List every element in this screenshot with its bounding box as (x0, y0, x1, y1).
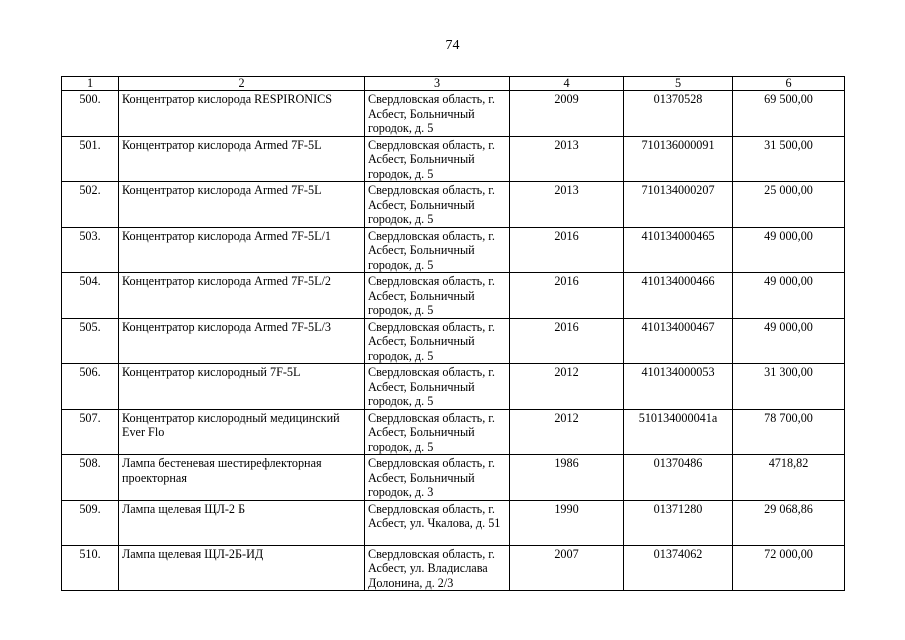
item-address: Свердловская область, г. Асбест, Больничный городок, д. 5 (365, 182, 510, 228)
item-year: 2007 (510, 545, 624, 591)
item-name: Концентратор кислорода Armed 7F-5L (119, 182, 365, 228)
inventory-number: 510134000041а (624, 409, 733, 455)
inventory-number: 710134000207 (624, 182, 733, 228)
item-address: Свердловская область, г. Асбест, Больничный городок, д. 5 (365, 409, 510, 455)
item-name: Концентратор кислорода Armed 7F-5L (119, 136, 365, 182)
row-number: 500. (62, 91, 119, 137)
row-number: 502. (62, 182, 119, 228)
item-name: Лампа бестеневая шестирефлекторная проекторная (119, 455, 365, 501)
row-number: 504. (62, 273, 119, 319)
row-number: 503. (62, 227, 119, 273)
item-year: 2009 (510, 91, 624, 137)
item-address: Свердловская область, г. Асбест, Больничный городок, д. 5 (365, 318, 510, 364)
row-number: 507. (62, 409, 119, 455)
item-cost: 29 068,86 (733, 500, 845, 545)
inventory-number: 410134000466 (624, 273, 733, 319)
item-year: 1986 (510, 455, 624, 501)
table-row (62, 227, 845, 273)
inventory-number: 410134000465 (624, 227, 733, 273)
item-address: Свердловская область, г. Асбест, Больничный городок, д. 5 (365, 273, 510, 319)
item-cost: 49 000,00 (733, 318, 845, 364)
item-cost: 4718,82 (733, 455, 845, 501)
item-address: Свердловская область, г. Асбест, ул. Владислава Долонина, д. 2/3 (365, 545, 510, 591)
item-cost: 49 000,00 (733, 273, 845, 319)
item-address: Свердловская область, г. Асбест, Больничный городок, д. 3 (365, 455, 510, 501)
item-cost: 25 000,00 (733, 182, 845, 228)
inventory-number: 01374062 (624, 545, 733, 591)
row-number: 508. (62, 455, 119, 501)
item-cost: 72 000,00 (733, 545, 845, 591)
item-name: Лампа щелевая ЩЛ-2Б-ИД (119, 545, 365, 591)
item-address: Свердловская область, г. Асбест, ул. Чкалова, д. 51 (365, 500, 510, 545)
item-cost: 31 300,00 (733, 364, 845, 410)
item-year: 2013 (510, 136, 624, 182)
item-year: 1990 (510, 500, 624, 545)
table-row (62, 182, 845, 228)
table-row (62, 318, 845, 364)
table-row (62, 91, 845, 137)
inventory-number: 710136000091 (624, 136, 733, 182)
column-header: 2 (119, 77, 365, 91)
item-address: Свердловская область, г. Асбест, Больничный городок, д. 5 (365, 227, 510, 273)
item-name: Концентратор кислорода RESPIRONICS (119, 91, 365, 137)
column-header: 4 (510, 77, 624, 91)
inventory-number: 410134000467 (624, 318, 733, 364)
table-row (62, 409, 845, 455)
item-name: Лампа щелевая ЩЛ-2 Б (119, 500, 365, 545)
item-address: Свердловская область, г. Асбест, Больничный городок, д. 5 (365, 364, 510, 410)
table-row (62, 364, 845, 410)
item-cost: 49 000,00 (733, 227, 845, 273)
table-row (62, 500, 845, 545)
inventory-number: 410134000053 (624, 364, 733, 410)
item-name: Концентратор кислорода Armed 7F-5L/1 (119, 227, 365, 273)
column-header: 6 (733, 77, 845, 91)
row-number: 509. (62, 500, 119, 545)
table-row (62, 545, 845, 591)
item-year: 2012 (510, 364, 624, 410)
item-cost: 78 700,00 (733, 409, 845, 455)
item-address: Свердловская область, г. Асбест, Больничный городок, д. 5 (365, 136, 510, 182)
property-table (61, 76, 845, 591)
table-row (62, 273, 845, 319)
row-number: 506. (62, 364, 119, 410)
item-year: 2016 (510, 318, 624, 364)
column-header: 5 (624, 77, 733, 91)
inventory-number: 01370528 (624, 91, 733, 137)
table-row (62, 136, 845, 182)
item-name: Концентратор кислородный медицинский Ever Flo (119, 409, 365, 455)
item-year: 2016 (510, 227, 624, 273)
item-name: Концентратор кислорода Armed 7F-5L/2 (119, 273, 365, 319)
row-number: 510. (62, 545, 119, 591)
row-number: 501. (62, 136, 119, 182)
row-number: 505. (62, 318, 119, 364)
item-cost: 31 500,00 (733, 136, 845, 182)
column-header: 3 (365, 77, 510, 91)
inventory-number: 01370486 (624, 455, 733, 501)
item-address: Свердловская область, г. Асбест, Больничный городок, д. 5 (365, 91, 510, 137)
item-year: 2013 (510, 182, 624, 228)
item-year: 2012 (510, 409, 624, 455)
page-number: 74 (445, 38, 460, 53)
column-header: 1 (62, 77, 119, 91)
table-header-row (62, 77, 845, 91)
table-row (62, 455, 845, 501)
inventory-number: 01371280 (624, 500, 733, 545)
item-name: Концентратор кислорода Armed 7F-5L/3 (119, 318, 365, 364)
item-name: Концентратор кислородный 7F-5L (119, 364, 365, 410)
item-cost: 69 500,00 (733, 91, 845, 137)
item-year: 2016 (510, 273, 624, 319)
